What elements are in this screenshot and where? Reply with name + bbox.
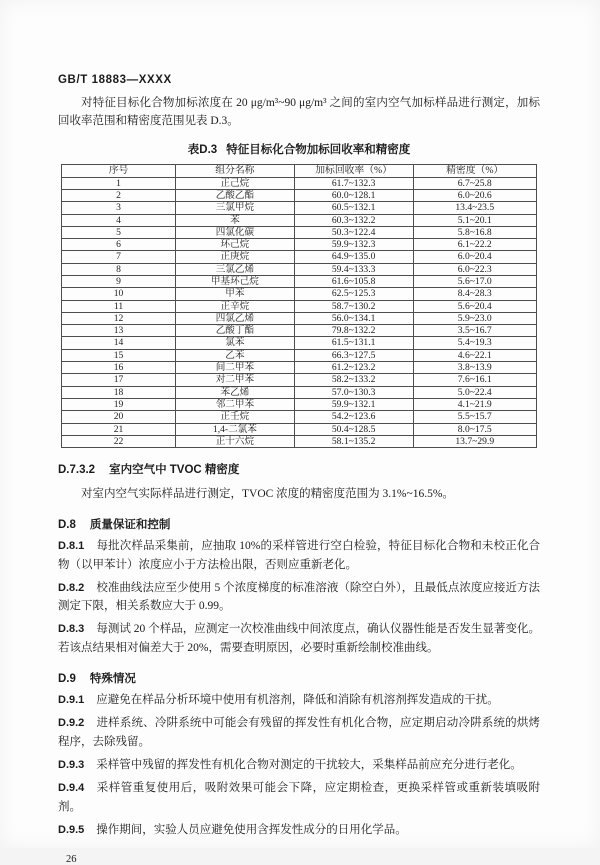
table-row: [62, 374, 537, 386]
table-cell: 8.0~17.5: [413, 423, 537, 435]
table-row: [62, 189, 537, 201]
table-body: [62, 177, 537, 448]
table-cell: 13: [62, 325, 176, 337]
table-header-row: [62, 165, 537, 177]
table-cell: 氯苯: [176, 337, 295, 349]
table-row: [62, 177, 537, 189]
table-cell: 乙酸乙酯: [176, 189, 295, 201]
table-cell: 9: [62, 275, 176, 287]
table-cell: 5.6~20.4: [413, 300, 537, 312]
table-cell: 59.4~133.3: [294, 263, 413, 275]
table-row: [62, 251, 537, 263]
table-cell: 66.3~127.5: [294, 349, 413, 361]
table-row: [62, 325, 537, 337]
clause-number: D.9.2: [58, 717, 85, 730]
table-cell: 79.8~132.2: [294, 325, 413, 337]
section-number: D.9: [58, 672, 76, 685]
table-cell: 22: [62, 435, 176, 447]
table-cell: 17: [62, 374, 176, 386]
table-cell: 64.9~135.0: [294, 251, 413, 263]
table-cell: 60.5~132.1: [294, 202, 413, 214]
clause-text: 采样管重复使用后，吸附效果可能会下降，应定期检查，更换采样管或重新装填吸附剂。: [58, 782, 540, 813]
table-cell: 6.0~20.6: [413, 189, 537, 201]
table-row: [62, 411, 537, 423]
table-cell: 60.0~128.1: [294, 189, 413, 201]
table-cell: 3: [62, 202, 176, 214]
table-cell: 20: [62, 411, 176, 423]
table-cell: 4: [62, 214, 176, 226]
tvoc-precision-paragraph: 对室内空气实际样品进行测定，TVOC 浓度的精密度范围为 3.1%~16.5%。: [81, 488, 454, 501]
page-number: 26: [66, 854, 77, 865]
table-row: [62, 300, 537, 312]
table-cell: 乙苯: [176, 349, 295, 361]
table-cell: 3.5~16.7: [413, 325, 537, 337]
table-cell: 环己烷: [176, 239, 295, 251]
table-row: [62, 398, 537, 410]
table-cell: 6.7~25.8: [413, 177, 537, 189]
table-cell: 8.4~28.3: [413, 288, 537, 300]
clause-text: 采样管中残留的挥发性有机化合物对测定的干扰较大，采集样品前应充分进行老化。: [96, 758, 522, 771]
table-cell: 12: [62, 312, 176, 324]
table-cell: 5.9~23.0: [413, 312, 537, 324]
table-row: [62, 349, 537, 361]
table-cell: 6.0~22.3: [413, 263, 537, 275]
table-cell: 61.5~131.1: [294, 337, 413, 349]
section-title: 质量保证和控制: [89, 519, 171, 532]
table-cell: 5.8~16.8: [413, 226, 537, 238]
table-cell: 3.8~13.9: [413, 362, 537, 374]
table-cell: 54.2~123.6: [294, 411, 413, 423]
table-cell: 8: [62, 263, 176, 275]
recovery-precision-table: [61, 164, 537, 448]
table-cell: 间二甲苯: [176, 362, 295, 374]
clause-number: D.9.5: [58, 823, 85, 836]
standard-number-header: GB/T 18883—XXXX: [58, 74, 172, 86]
table-row: [62, 275, 537, 287]
table-cell: 13.4~23.5: [413, 202, 537, 214]
table-row: [62, 337, 537, 349]
table-cell: 59.9~132.1: [294, 398, 413, 410]
table-cell: 4.1~21.9: [413, 398, 537, 410]
table-cell: 1: [62, 177, 176, 189]
table-cell: 苯: [176, 214, 295, 226]
table-cell: 5.0~22.4: [413, 386, 537, 398]
table-cell: 四氯化碳: [176, 226, 295, 238]
clause-number: D.9.3: [58, 758, 85, 771]
table-row: [62, 423, 537, 435]
clause-d92: [58, 714, 540, 751]
clause-number: D.9.1: [58, 693, 85, 706]
clause-number: D.9.4: [58, 782, 85, 795]
table-cell: 18: [62, 386, 176, 398]
table-cell: 正己烷: [176, 177, 295, 189]
table-cell: 甲基环己烷: [176, 275, 295, 287]
clause-d81: [58, 537, 540, 574]
table-cell: 10: [62, 288, 176, 300]
clause-d95: [58, 821, 540, 839]
section-number: D.8: [58, 519, 76, 532]
clause-d83: [58, 620, 540, 657]
table-cell: 7: [62, 251, 176, 263]
table-cell: 50.3~122.4: [294, 226, 413, 238]
table-row: [62, 202, 537, 214]
table-cell: 13.7~29.9: [413, 435, 537, 447]
table-cell: 58.7~130.2: [294, 300, 413, 312]
table-row: [62, 288, 537, 300]
col-header-precision: 精密度（%）: [413, 165, 537, 177]
section-number: D.7.3.2: [58, 464, 96, 477]
table-cell: 5.1~20.1: [413, 214, 537, 226]
clause-text: 每测试 20 个样品，应测定一次校准曲线中间浓度点，确认仪器性能是否发生显著变化。若该点结果相对偏差大于 20%，需要查明原因，必要时重新绘制校准曲线。: [58, 623, 540, 654]
table-cell: 57.0~130.3: [294, 386, 413, 398]
table-cell: 60.3~132.2: [294, 214, 413, 226]
table-row: [62, 214, 537, 226]
table-cell: 三氯乙烯: [176, 263, 295, 275]
clause-d93: [58, 756, 540, 774]
table-cell: 58.1~135.2: [294, 435, 413, 447]
table-cell: 1,4-二氯苯: [176, 423, 295, 435]
table-cell: 5.5~15.7: [413, 411, 537, 423]
table-cell: 59.9~132.3: [294, 239, 413, 251]
table-caption-title: 特征目标化合物加标回收率和精密度: [226, 144, 411, 157]
table-cell: 15: [62, 349, 176, 361]
table-row: [62, 435, 537, 447]
table-row: [62, 312, 537, 324]
table-cell: 6: [62, 239, 176, 251]
section-heading-d732: [58, 461, 540, 477]
table-cell: 正庚烷: [176, 251, 295, 263]
table-cell: 21: [62, 423, 176, 435]
clause-text: 进样系统、冷阱系统中可能会有残留的挥发性有机化合物，应定期启动冷阱系统的烘烤程序，去除残留。: [58, 717, 540, 748]
intro-paragraph: 对特征目标化合物加标浓度在 20 μg/m³~90 μg/m³ 之间的室内空气加标样品进行测定，加标回收率范围和精密度范围见表 D.3。: [58, 97, 540, 128]
table-cell: 62.5~125.3: [294, 288, 413, 300]
table-cell: 正辛烷: [176, 300, 295, 312]
table-cell: 对二甲苯: [176, 374, 295, 386]
section-heading-d8: [58, 516, 540, 532]
table-cell: 50.4~128.5: [294, 423, 413, 435]
table-cell: 2: [62, 189, 176, 201]
table-row: [62, 226, 537, 238]
table-cell: 三氯甲烷: [176, 202, 295, 214]
clause-number: D.8.1: [58, 540, 85, 553]
section-title: 特殊情况: [89, 672, 136, 685]
table-cell: 11: [62, 300, 176, 312]
table-caption-label: 表D.3: [187, 144, 218, 157]
clause-text: 操作期间，实验人员应避免使用含挥发性成分的日用化学品。: [96, 823, 407, 836]
clause-text: 每批次样品采集前，应抽取 10%的采样管进行空白检验，特征目标化合物和未校正化合物（以甲苯计）浓度应小于方法检出限，否则应重新老化。: [58, 540, 540, 571]
clause-number: D.8.3: [58, 623, 85, 636]
table-cell: 61.6~105.8: [294, 275, 413, 287]
clause-d82: [58, 579, 540, 616]
table-cell: 61.7~132.3: [294, 177, 413, 189]
table-cell: 5: [62, 226, 176, 238]
table-cell: 19: [62, 398, 176, 410]
table-cell: 16: [62, 362, 176, 374]
clause-d94: [58, 779, 540, 816]
table-cell: 甲苯: [176, 288, 295, 300]
table-cell: 61.2~123.2: [294, 362, 413, 374]
table-cell: 7.6~16.1: [413, 374, 537, 386]
table-row: [62, 386, 537, 398]
table-cell: 6.0~20.4: [413, 251, 537, 263]
table-cell: 4.6~22.1: [413, 349, 537, 361]
table-cell: 58.2~133.2: [294, 374, 413, 386]
table-cell: 5.4~19.3: [413, 337, 537, 349]
table-row: [62, 362, 537, 374]
table-cell: 56.0~134.1: [294, 312, 413, 324]
table-row: [62, 263, 537, 275]
table-caption: [58, 141, 540, 157]
clause-number: D.8.2: [58, 581, 85, 594]
col-header-index: 序号: [62, 165, 176, 177]
table-cell: 邻二甲苯: [176, 398, 295, 410]
table-cell: 5.6~17.0: [413, 275, 537, 287]
col-header-component: 组分名称: [176, 165, 295, 177]
table-row: [62, 239, 537, 251]
table-cell: 乙酸丁酯: [176, 325, 295, 337]
table-cell: 正壬烷: [176, 411, 295, 423]
table-cell: 四氯乙烯: [176, 312, 295, 324]
table-cell: 14: [62, 337, 176, 349]
clause-d91: [58, 691, 540, 709]
table-cell: 苯乙烯: [176, 386, 295, 398]
col-header-recovery: 加标回收率（%）: [294, 165, 413, 177]
section-heading-d9: [58, 670, 540, 686]
clause-text: 应避免在样品分析环境中使用有机溶剂，降低和消除有机溶剂挥发造成的干扰。: [96, 693, 499, 706]
clause-text: 校准曲线法应至少使用 5 个浓度梯度的标准溶液（除空白外），且最低点浓度应接近方法测定下限，相关系数应大于 0.99。: [58, 581, 540, 613]
table-cell: 正十六烷: [176, 435, 295, 447]
table-cell: 6.1~22.2: [413, 239, 537, 251]
section-title: 室内空气中 TVOC 精密度: [109, 464, 240, 477]
